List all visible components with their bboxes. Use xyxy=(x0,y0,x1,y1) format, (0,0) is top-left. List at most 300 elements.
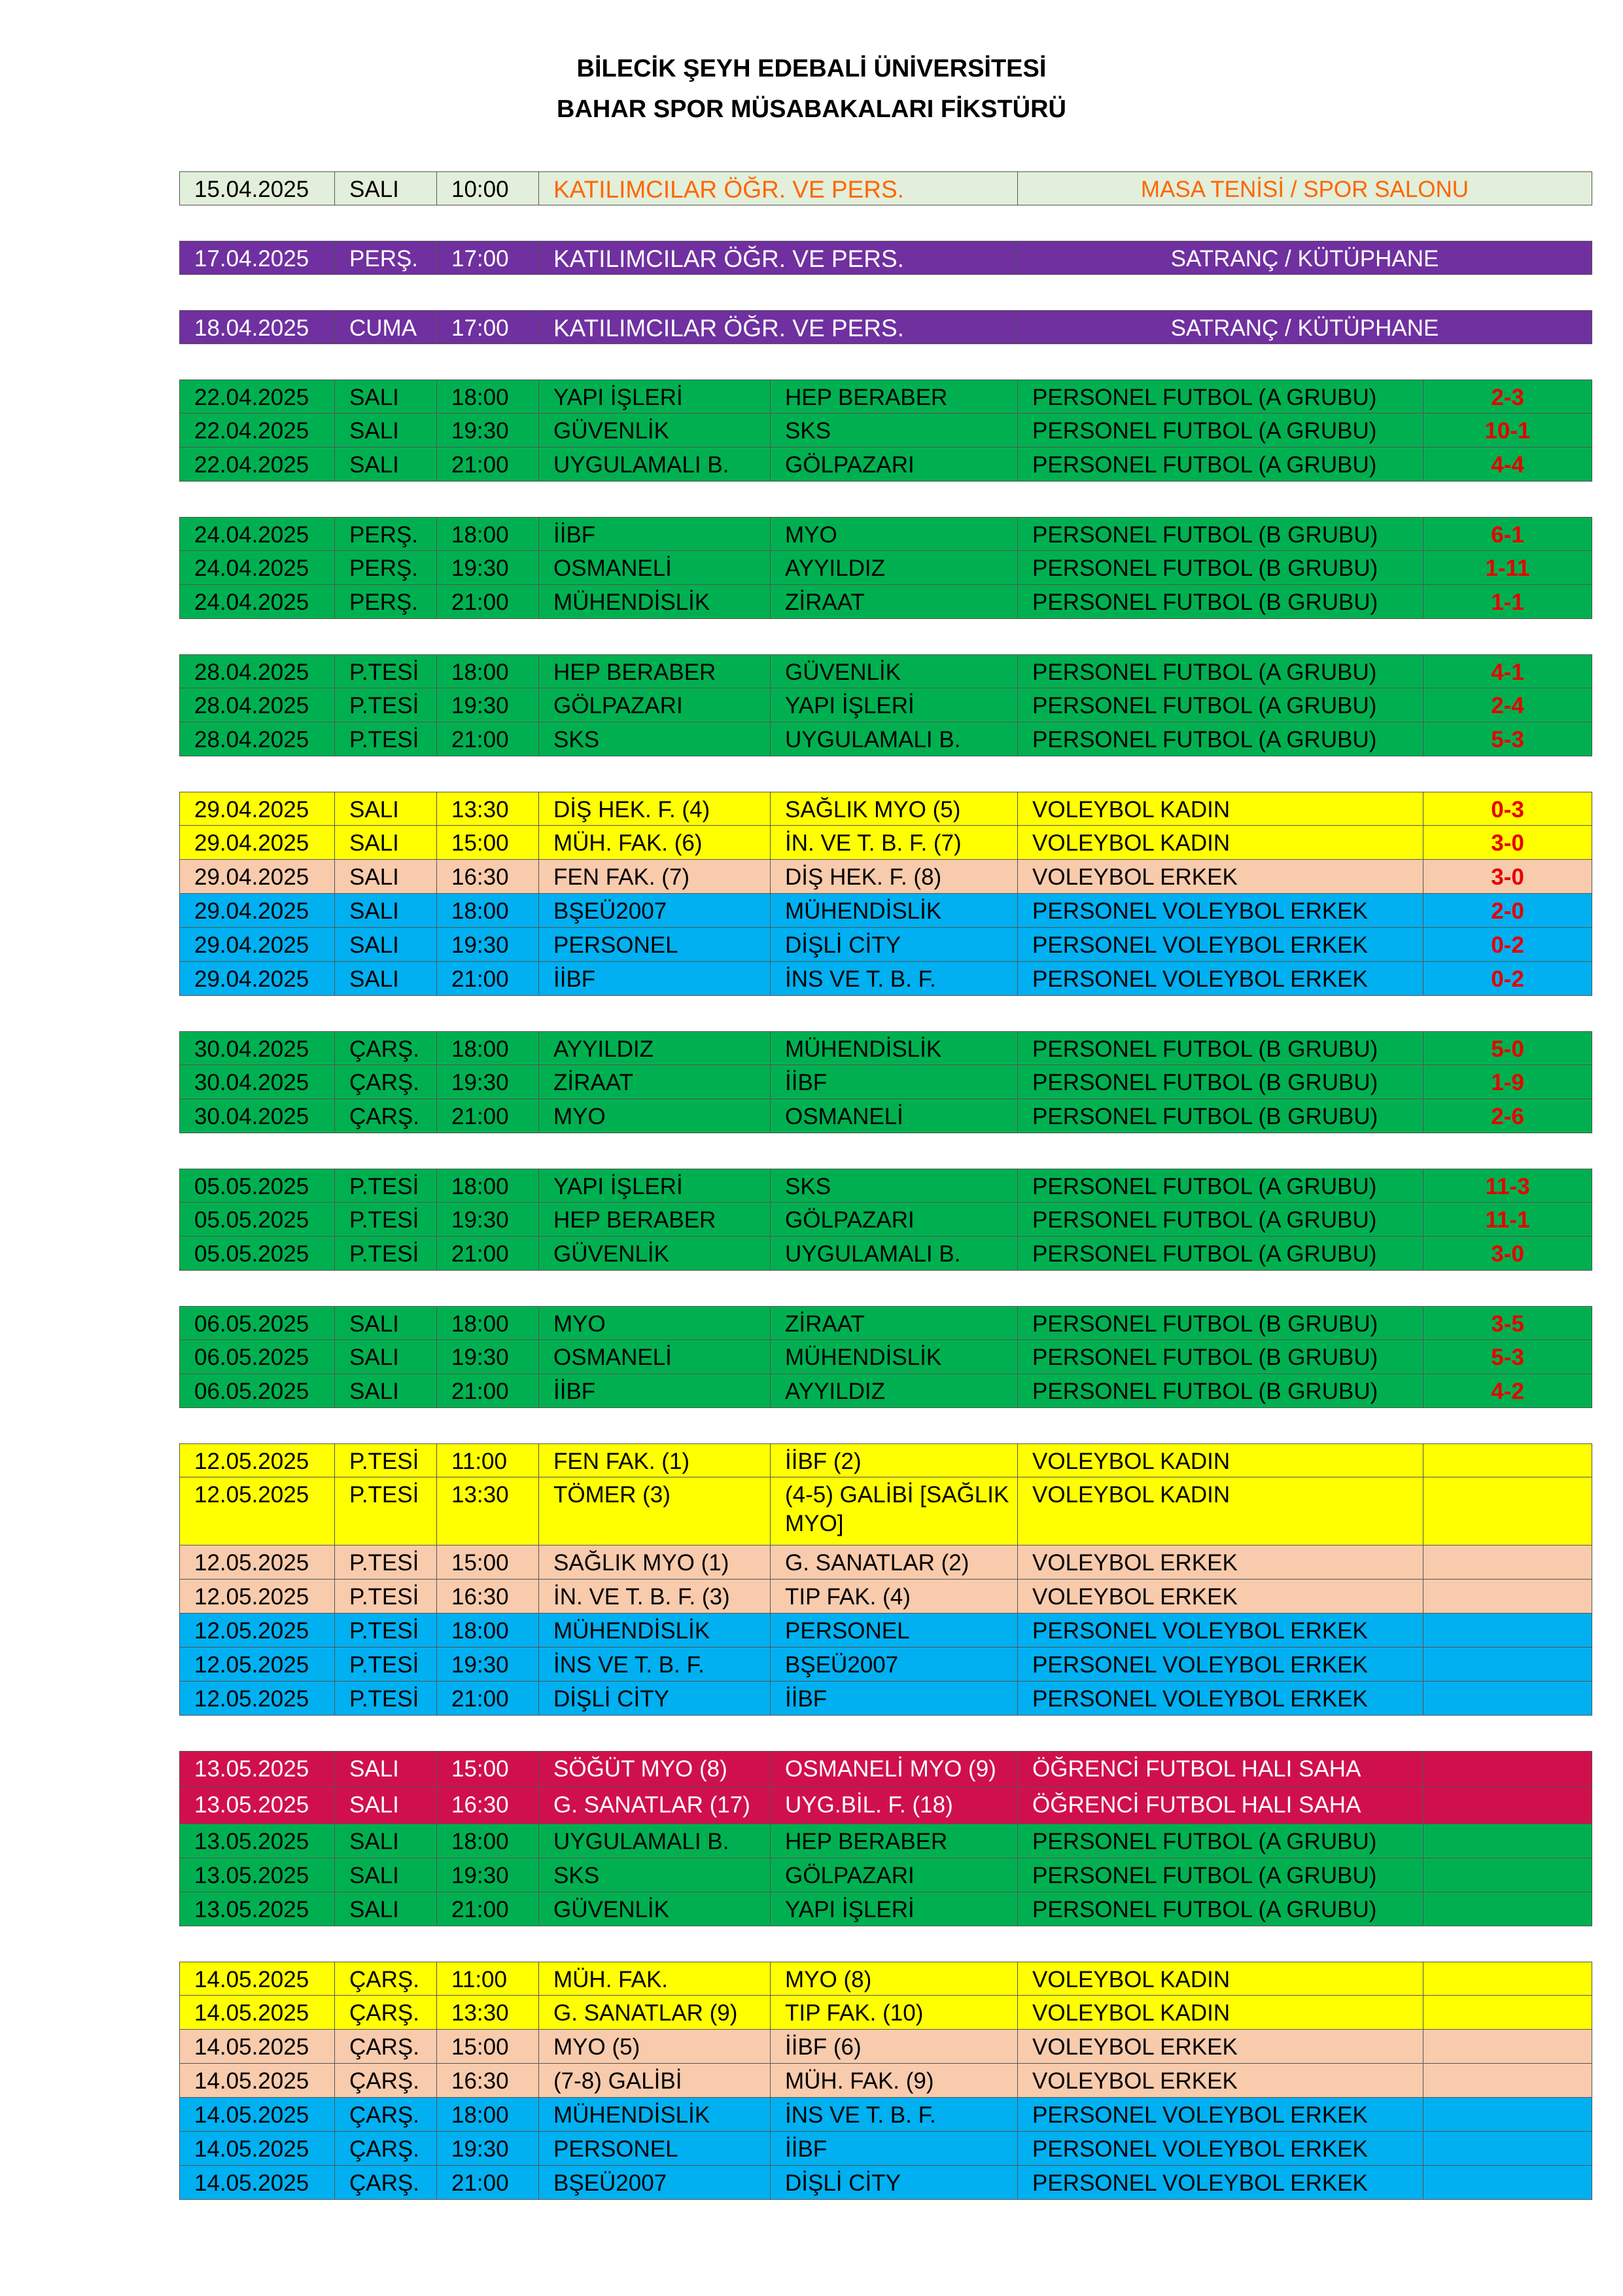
match-date: 13.05.2025 xyxy=(179,1824,335,1858)
match-date: 13.05.2025 xyxy=(179,1858,335,1892)
team-away: MYO (8) xyxy=(771,1962,1018,1996)
event-name: PERSONEL VOLEYBOL ERKEK xyxy=(1018,2132,1423,2166)
match-date: 14.05.2025 xyxy=(179,1996,335,2030)
team-away: GÖLPAZARI xyxy=(771,1203,1018,1237)
match-date: 28.04.2025 xyxy=(179,654,335,688)
team-home: MYO (5) xyxy=(539,2030,771,2064)
team-away: MÜH. FAK. (9) xyxy=(771,2064,1018,2098)
match-date: 05.05.2025 xyxy=(179,1203,335,1237)
match-date: 24.04.2025 xyxy=(179,551,335,585)
team-away: DİŞ HEK. F. (8) xyxy=(771,860,1018,894)
match-date: 12.05.2025 xyxy=(179,1614,335,1648)
fixture-row xyxy=(179,2132,1592,2166)
match-date: 12.05.2025 xyxy=(179,1648,335,1682)
match-time: 17:00 xyxy=(437,241,539,275)
match-date: 14.05.2025 xyxy=(179,2030,335,2064)
participants: KATILIMCILAR ÖĞR. VE PERS. xyxy=(539,241,1018,275)
match-score: 6-1 xyxy=(1423,517,1592,551)
event-venue: SATRANÇ / KÜTÜPHANE xyxy=(1018,310,1592,344)
match-time: 19:30 xyxy=(437,414,539,448)
participants: KATILIMCILAR ÖĞR. VE PERS. xyxy=(539,171,1018,205)
team-home: İİBF xyxy=(539,1374,771,1408)
match-score: 10-1 xyxy=(1423,414,1592,448)
match-score: 11-1 xyxy=(1423,1203,1592,1237)
match-day: SALI xyxy=(335,928,437,962)
team-away: MÜHENDİSLİK xyxy=(771,894,1018,928)
match-score xyxy=(1423,1996,1592,2030)
team-away: UYGULAMALI B. xyxy=(771,722,1018,756)
match-time: 15:00 xyxy=(437,2030,539,2064)
fixture-row xyxy=(179,1203,1592,1237)
team-home: DİŞ HEK. F. (4) xyxy=(539,792,771,826)
match-time: 21:00 xyxy=(437,585,539,619)
match-time: 15:00 xyxy=(437,1751,539,1788)
fixture-row xyxy=(179,826,1592,860)
match-score xyxy=(1423,1614,1592,1648)
match-time: 16:30 xyxy=(437,2064,539,2098)
match-day: SALI xyxy=(335,1858,437,1892)
match-time: 18:00 xyxy=(437,1614,539,1648)
match-score xyxy=(1423,1751,1592,1788)
match-score: 1-9 xyxy=(1423,1065,1592,1099)
match-date: 17.04.2025 xyxy=(179,241,335,275)
match-date: 30.04.2025 xyxy=(179,1065,335,1099)
block-spacer xyxy=(179,619,1592,654)
match-date: 12.05.2025 xyxy=(179,1477,335,1545)
team-home: OSMANELİ xyxy=(539,1340,771,1374)
match-date: 12.05.2025 xyxy=(179,1682,335,1716)
team-home: ZİRAAT xyxy=(539,1065,771,1099)
match-score xyxy=(1423,1788,1592,1824)
match-score xyxy=(1423,2030,1592,2064)
team-away: GÖLPAZARI xyxy=(771,1858,1018,1892)
match-date: 13.05.2025 xyxy=(179,1892,335,1926)
team-home: GÜVENLİK xyxy=(539,414,771,448)
match-time: 11:00 xyxy=(437,1443,539,1477)
match-day: SALI xyxy=(335,792,437,826)
match-time: 17:00 xyxy=(437,310,539,344)
match-day: SALI xyxy=(335,1340,437,1374)
match-score: 5-3 xyxy=(1423,1340,1592,1374)
match-day: SALI xyxy=(335,962,437,996)
match-date: 05.05.2025 xyxy=(179,1169,335,1203)
match-score: 0-2 xyxy=(1423,962,1592,996)
team-away: İNS VE T. B. F. xyxy=(771,2098,1018,2132)
match-date: 29.04.2025 xyxy=(179,826,335,860)
team-away: İN. VE T. B. F. (7) xyxy=(771,826,1018,860)
match-day: P.TESİ xyxy=(335,654,437,688)
match-time: 21:00 xyxy=(437,1892,539,1926)
team-home: G. SANATLAR (9) xyxy=(539,1996,771,2030)
team-home: FEN FAK. (1) xyxy=(539,1443,771,1477)
fixture-row xyxy=(179,310,1592,344)
match-day: SALI xyxy=(335,1824,437,1858)
team-home: SKS xyxy=(539,1858,771,1892)
team-away: AYYILDIZ xyxy=(771,1374,1018,1408)
team-away: YAPI İŞLERİ xyxy=(771,688,1018,722)
team-away: TIP FAK. (4) xyxy=(771,1580,1018,1614)
team-away: G. SANATLAR (2) xyxy=(771,1545,1018,1580)
team-home: İNS VE T. B. F. xyxy=(539,1648,771,1682)
event-name: ÖĞRENCİ FUTBOL HALI SAHA xyxy=(1018,1751,1423,1788)
block-spacer xyxy=(179,1271,1592,1306)
participants: KATILIMCILAR ÖĞR. VE PERS. xyxy=(539,310,1018,344)
match-score xyxy=(1423,2166,1592,2200)
match-day: SALI xyxy=(335,1374,437,1408)
match-score: 5-0 xyxy=(1423,1031,1592,1065)
match-date: 29.04.2025 xyxy=(179,894,335,928)
fixture-row xyxy=(179,1892,1592,1926)
match-time: 19:30 xyxy=(437,1648,539,1682)
block-spacer xyxy=(179,344,1592,380)
match-time: 19:30 xyxy=(437,551,539,585)
match-date: 06.05.2025 xyxy=(179,1340,335,1374)
match-time: 21:00 xyxy=(437,962,539,996)
match-score: 3-0 xyxy=(1423,826,1592,860)
match-date: 30.04.2025 xyxy=(179,1099,335,1133)
match-day: ÇARŞ. xyxy=(335,1065,437,1099)
event-name: VOLEYBOL KADIN xyxy=(1018,1996,1423,2030)
match-time: 16:30 xyxy=(437,1580,539,1614)
team-home: MÜHENDİSLİK xyxy=(539,1614,771,1648)
match-score: 1-11 xyxy=(1423,551,1592,585)
match-time: 18:00 xyxy=(437,1031,539,1065)
match-date: 06.05.2025 xyxy=(179,1306,335,1340)
fixture-row xyxy=(179,1374,1592,1408)
team-away: BŞEÜ2007 xyxy=(771,1648,1018,1682)
team-away: İİBF xyxy=(771,1682,1018,1716)
team-away: OSMANELİ xyxy=(771,1099,1018,1133)
event-name: PERSONEL VOLEYBOL ERKEK xyxy=(1018,928,1423,962)
match-date: 29.04.2025 xyxy=(179,962,335,996)
event-name: PERSONEL FUTBOL (A GRUBU) xyxy=(1018,414,1423,448)
match-time: 19:30 xyxy=(437,1065,539,1099)
match-day: PERŞ. xyxy=(335,551,437,585)
match-day: SALI xyxy=(335,414,437,448)
team-away: PERSONEL xyxy=(771,1614,1018,1648)
match-day: ÇARŞ. xyxy=(335,1962,437,1996)
match-day: P.TESİ xyxy=(335,1545,437,1580)
team-home: YAPI İŞLERİ xyxy=(539,380,771,414)
match-date: 29.04.2025 xyxy=(179,860,335,894)
team-home: İİBF xyxy=(539,962,771,996)
team-home: UYGULAMALI B. xyxy=(539,1824,771,1858)
team-home: SAĞLIK MYO (1) xyxy=(539,1545,771,1580)
match-time: 18:00 xyxy=(437,2098,539,2132)
match-time: 21:00 xyxy=(437,1237,539,1271)
match-score xyxy=(1423,1858,1592,1892)
match-time: 21:00 xyxy=(437,1374,539,1408)
match-day: P.TESİ xyxy=(335,722,437,756)
match-date: 14.05.2025 xyxy=(179,2166,335,2200)
match-day: P.TESİ xyxy=(335,1237,437,1271)
fixture-row xyxy=(179,380,1592,414)
match-time: 13:30 xyxy=(437,792,539,826)
fixture-row xyxy=(179,722,1592,756)
team-away: AYYILDIZ xyxy=(771,551,1018,585)
match-time: 18:00 xyxy=(437,1169,539,1203)
event-name: PERSONEL VOLEYBOL ERKEK xyxy=(1018,1682,1423,1716)
match-score: 1-1 xyxy=(1423,585,1592,619)
match-date: 14.05.2025 xyxy=(179,2098,335,2132)
event-name: PERSONEL VOLEYBOL ERKEK xyxy=(1018,894,1423,928)
team-away: MÜHENDİSLİK xyxy=(771,1031,1018,1065)
fixture-row xyxy=(179,551,1592,585)
fixture-row xyxy=(179,2064,1592,2098)
match-date: 28.04.2025 xyxy=(179,688,335,722)
match-score: 4-1 xyxy=(1423,654,1592,688)
match-day: ÇARŞ. xyxy=(335,1996,437,2030)
team-home: UYGULAMALI B. xyxy=(539,448,771,482)
event-name: PERSONEL VOLEYBOL ERKEK xyxy=(1018,2098,1423,2132)
match-time: 19:30 xyxy=(437,1858,539,1892)
team-home: PERSONEL xyxy=(539,2132,771,2166)
fixture-row xyxy=(179,1788,1592,1824)
match-score xyxy=(1423,2064,1592,2098)
team-home: BŞEÜ2007 xyxy=(539,2166,771,2200)
fixture-row xyxy=(179,517,1592,551)
event-name: PERSONEL FUTBOL (B GRUBU) xyxy=(1018,1374,1423,1408)
team-away: SAĞLIK MYO (5) xyxy=(771,792,1018,826)
block-spacer xyxy=(179,1716,1592,1751)
match-day: ÇARŞ. xyxy=(335,2166,437,2200)
event-name: PERSONEL FUTBOL (A GRUBU) xyxy=(1018,688,1423,722)
fixture-row xyxy=(179,1682,1592,1716)
fixture-row xyxy=(179,1306,1592,1340)
match-day: SALI xyxy=(335,860,437,894)
team-home: MÜHENDİSLİK xyxy=(539,585,771,619)
match-date: 12.05.2025 xyxy=(179,1580,335,1614)
match-day: SALI xyxy=(335,1788,437,1824)
match-day: ÇARŞ. xyxy=(335,2098,437,2132)
match-time: 21:00 xyxy=(437,1682,539,1716)
match-time: 10:00 xyxy=(437,171,539,205)
event-name: PERSONEL FUTBOL (B GRUBU) xyxy=(1018,585,1423,619)
fixture-row xyxy=(179,928,1592,962)
team-away: GÖLPAZARI xyxy=(771,448,1018,482)
match-time: 11:00 xyxy=(437,1962,539,1996)
match-time: 15:00 xyxy=(437,826,539,860)
fixture-row xyxy=(179,894,1592,928)
match-time: 21:00 xyxy=(437,722,539,756)
match-score xyxy=(1423,1648,1592,1682)
fixture-row xyxy=(179,1477,1592,1545)
match-time: 16:30 xyxy=(437,1788,539,1824)
match-day: P.TESİ xyxy=(335,1580,437,1614)
match-day: SALI xyxy=(335,380,437,414)
event-name: PERSONEL FUTBOL (B GRUBU) xyxy=(1018,551,1423,585)
team-home: (7-8) GALİBİ xyxy=(539,2064,771,2098)
fixture-row xyxy=(179,2098,1592,2132)
team-home: MÜH. FAK. (6) xyxy=(539,826,771,860)
team-away: SKS xyxy=(771,1169,1018,1203)
team-home: HEP BERABER xyxy=(539,1203,771,1237)
event-name: PERSONEL FUTBOL (A GRUBU) xyxy=(1018,1237,1423,1271)
team-away: UYG.BİL. F. (18) xyxy=(771,1788,1018,1824)
match-score xyxy=(1423,2132,1592,2166)
event-name: PERSONEL FUTBOL (B GRUBU) xyxy=(1018,1306,1423,1340)
match-day: SALI xyxy=(335,826,437,860)
match-day: SALI xyxy=(335,1751,437,1788)
fixture-row xyxy=(179,1237,1592,1271)
event-name: VOLEYBOL ERKEK xyxy=(1018,1545,1423,1580)
fixture-row xyxy=(179,2166,1592,2200)
event-name: VOLEYBOL KADIN xyxy=(1018,792,1423,826)
match-date: 29.04.2025 xyxy=(179,928,335,962)
document-title: BİLECİK ŞEYH EDEBALİ ÜNİVERSİTESİ xyxy=(576,55,1047,82)
match-date: 12.05.2025 xyxy=(179,1545,335,1580)
event-venue: SATRANÇ / KÜTÜPHANE xyxy=(1018,241,1592,275)
match-date: 14.05.2025 xyxy=(179,2064,335,2098)
team-away: YAPI İŞLERİ xyxy=(771,1892,1018,1926)
match-score: 4-2 xyxy=(1423,1374,1592,1408)
match-time: 18:00 xyxy=(437,1824,539,1858)
match-score xyxy=(1423,1443,1592,1477)
event-name: VOLEYBOL KADIN xyxy=(1018,1962,1423,1996)
team-home: PERSONEL xyxy=(539,928,771,962)
fixture-row xyxy=(179,448,1592,482)
event-name: PERSONEL FUTBOL (A GRUBU) xyxy=(1018,722,1423,756)
event-venue: MASA TENİSİ / SPOR SALONU xyxy=(1018,171,1592,205)
fixture-row xyxy=(179,585,1592,619)
match-score: 2-3 xyxy=(1423,380,1592,414)
team-home: FEN FAK. (7) xyxy=(539,860,771,894)
event-name: VOLEYBOL KADIN xyxy=(1018,826,1423,860)
block-spacer xyxy=(179,756,1592,792)
match-day: P.TESİ xyxy=(335,1477,437,1545)
event-name: VOLEYBOL ERKEK xyxy=(1018,860,1423,894)
team-home: İN. VE T. B. F. (3) xyxy=(539,1580,771,1614)
team-away: İNS VE T. B. F. xyxy=(771,962,1018,996)
match-date: 29.04.2025 xyxy=(179,792,335,826)
team-away: OSMANELİ MYO (9) xyxy=(771,1751,1018,1788)
match-day: P.TESİ xyxy=(335,1682,437,1716)
team-home: MÜH. FAK. xyxy=(539,1962,771,1996)
team-home: GÖLPAZARI xyxy=(539,688,771,722)
match-day: ÇARŞ. xyxy=(335,2132,437,2166)
match-time: 18:00 xyxy=(437,654,539,688)
fixture-row xyxy=(179,1824,1592,1858)
team-home: BŞEÜ2007 xyxy=(539,894,771,928)
match-time: 19:30 xyxy=(437,928,539,962)
team-away: GÜVENLİK xyxy=(771,654,1018,688)
team-away: MYO xyxy=(771,517,1018,551)
fixture-row xyxy=(179,962,1592,996)
fixture-row xyxy=(179,1099,1592,1133)
match-date: 30.04.2025 xyxy=(179,1031,335,1065)
event-name: PERSONEL VOLEYBOL ERKEK xyxy=(1018,2166,1423,2200)
match-time: 15:00 xyxy=(437,1545,539,1580)
match-time: 19:30 xyxy=(437,1340,539,1374)
team-home: MYO xyxy=(539,1099,771,1133)
team-away: İİBF (2) xyxy=(771,1443,1018,1477)
match-day: SALI xyxy=(335,1306,437,1340)
event-name: PERSONEL VOLEYBOL ERKEK xyxy=(1018,1648,1423,1682)
match-day: SALI xyxy=(335,171,437,205)
team-away: İİBF (6) xyxy=(771,2030,1018,2064)
event-name: PERSONEL FUTBOL (A GRUBU) xyxy=(1018,380,1423,414)
fixture-row xyxy=(179,1545,1592,1580)
team-home: DİŞLİ CİTY xyxy=(539,1682,771,1716)
match-date: 12.05.2025 xyxy=(179,1443,335,1477)
match-day: P.TESİ xyxy=(335,1648,437,1682)
team-away: MÜHENDİSLİK xyxy=(771,1340,1018,1374)
event-name: PERSONEL FUTBOL (A GRUBU) xyxy=(1018,1824,1423,1858)
match-score: 5-3 xyxy=(1423,722,1592,756)
event-name: VOLEYBOL KADIN xyxy=(1018,1477,1423,1545)
block-spacer xyxy=(179,275,1592,310)
document-subtitle: BAHAR SPOR MÜSABAKALARI FİKSTÜRÜ xyxy=(557,96,1066,123)
match-day: ÇARŞ. xyxy=(335,2030,437,2064)
match-score: 0-2 xyxy=(1423,928,1592,962)
match-time: 21:00 xyxy=(437,2166,539,2200)
team-home: SKS xyxy=(539,722,771,756)
block-spacer xyxy=(179,996,1592,1031)
match-day: PERŞ. xyxy=(335,585,437,619)
match-day: ÇARŞ. xyxy=(335,1099,437,1133)
match-date: 18.04.2025 xyxy=(179,310,335,344)
fixture-row xyxy=(179,1614,1592,1648)
team-home: SÖĞÜT MYO (8) xyxy=(539,1751,771,1788)
fixture-row xyxy=(179,2030,1592,2064)
event-name: PERSONEL FUTBOL (A GRUBU) xyxy=(1018,1858,1423,1892)
match-score xyxy=(1423,1580,1592,1614)
fixture-row xyxy=(179,414,1592,448)
match-time: 16:30 xyxy=(437,860,539,894)
match-time: 13:30 xyxy=(437,1996,539,2030)
block-spacer xyxy=(179,482,1592,517)
block-spacer xyxy=(179,205,1592,241)
team-away: HEP BERABER xyxy=(771,1824,1018,1858)
event-name: PERSONEL FUTBOL (B GRUBU) xyxy=(1018,1031,1423,1065)
match-time: 19:30 xyxy=(437,688,539,722)
match-date: 28.04.2025 xyxy=(179,722,335,756)
event-name: VOLEYBOL ERKEK xyxy=(1018,1580,1423,1614)
event-name: PERSONEL FUTBOL (A GRUBU) xyxy=(1018,1169,1423,1203)
match-score: 0-3 xyxy=(1423,792,1592,826)
team-away: (4-5) GALİBİ [SAĞLIK MYO] xyxy=(771,1477,1018,1545)
match-day: P.TESİ xyxy=(335,1169,437,1203)
match-score: 11-3 xyxy=(1423,1169,1592,1203)
event-name: PERSONEL FUTBOL (B GRUBU) xyxy=(1018,1099,1423,1133)
fixture-row xyxy=(179,860,1592,894)
match-score: 3-0 xyxy=(1423,1237,1592,1271)
match-day: ÇARŞ. xyxy=(335,1031,437,1065)
match-date: 13.05.2025 xyxy=(179,1788,335,1824)
fixture-row xyxy=(179,1065,1592,1099)
team-home: GÜVENLİK xyxy=(539,1237,771,1271)
match-date: 14.05.2025 xyxy=(179,1962,335,1996)
fixture-row xyxy=(179,1648,1592,1682)
event-name: PERSONEL FUTBOL (A GRUBU) xyxy=(1018,654,1423,688)
match-day: PERŞ. xyxy=(335,517,437,551)
match-time: 13:30 xyxy=(437,1477,539,1545)
team-away: İİBF xyxy=(771,1065,1018,1099)
match-score: 2-0 xyxy=(1423,894,1592,928)
fixture-row xyxy=(179,1996,1592,2030)
match-score xyxy=(1423,2098,1592,2132)
team-home: YAPI İŞLERİ xyxy=(539,1169,771,1203)
match-score xyxy=(1423,1892,1592,1926)
match-date: 22.04.2025 xyxy=(179,380,335,414)
match-day: SALI xyxy=(335,894,437,928)
fixture-row xyxy=(179,1031,1592,1065)
team-home: G. SANATLAR (17) xyxy=(539,1788,771,1824)
match-day: SALI xyxy=(335,1892,437,1926)
match-day: PERŞ. xyxy=(335,241,437,275)
fixture-row xyxy=(179,1169,1592,1203)
match-day: ÇARŞ. xyxy=(335,2064,437,2098)
